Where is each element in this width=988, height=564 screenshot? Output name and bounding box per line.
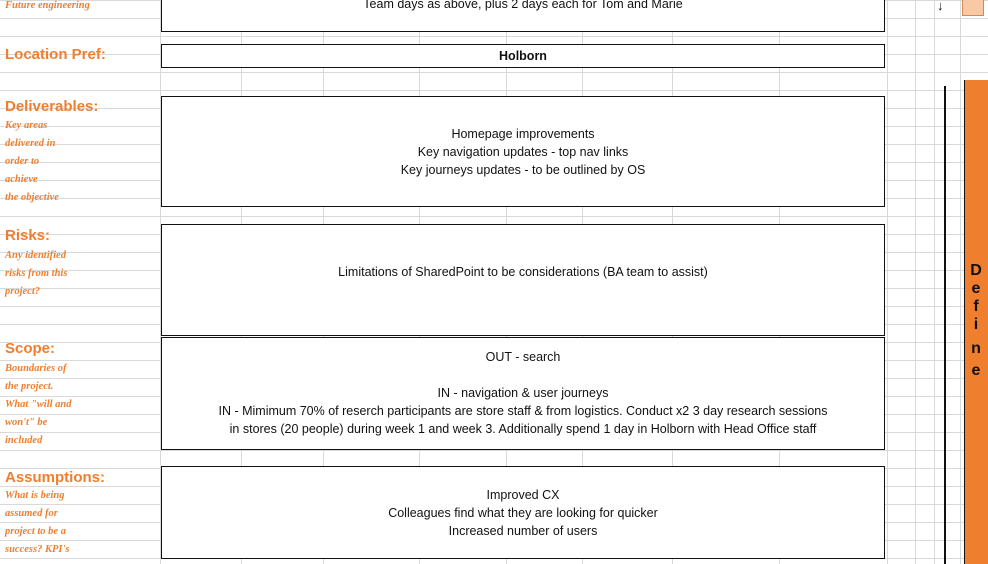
risks-line: Limitations of SharedPoint to be considerations (BA team to assist) [338,264,708,279]
phase-letter: e [971,362,981,379]
scope-hint-5: included [5,435,43,446]
assumptions-hint-4: success? KPI's [5,544,70,555]
spacer-row [161,318,885,336]
deliverables-cell[interactable] [161,96,885,207]
future-engineering-label: Future engineering [5,0,90,11]
location-pref-label: Location Pref: [5,46,106,63]
team-days-cell[interactable] [161,0,885,32]
assumptions-hint-3: project to be a [5,526,66,537]
assumptions-line: Improved CX [486,487,560,502]
phase-bracket-line [944,86,946,564]
location-value-cell[interactable] [161,44,885,68]
assumptions-hint-2: assumed for [5,508,58,519]
scope-hint-1: Boundaries of [5,363,67,374]
deliverables-label: Deliverables: [5,98,99,115]
phase-letter: f [973,298,979,315]
assumptions-line: Colleagues find what they are looking for quicker [388,505,658,520]
phase-letter: n [971,340,981,357]
deliverables-line: Key journeys updates - to be outlined by OS [400,162,646,177]
scope-line: IN - navigation & user journeys [437,386,609,400]
scope-hint-4: won't" be [5,417,48,428]
risks-hint-2: risks from this [5,268,68,279]
scope-hint-2: the project. [5,381,54,392]
scope-label: Scope: [5,340,56,357]
scope-cell[interactable] [161,337,885,450]
scope-hint-3: What "will and [5,399,72,410]
risks-label: Risks: [5,227,51,244]
risks-hint-1: Any identified [5,250,66,261]
assumptions-hint-1: What is being [5,490,65,501]
assumptions-line: Increased number of users [448,523,598,538]
location-value: Holborn [499,49,547,63]
phase-letter: D [970,262,982,279]
deliverables-hint-3: order to [5,156,40,167]
phase-letter: i [973,316,979,333]
deliverables-line: Homepage improvements [451,126,595,141]
deliverables-hint-5: the objective [5,192,59,203]
deliverables-hint-1: Key areas [5,120,48,131]
scope-line: IN - Mimimum 70% of reserch participants are store staff & from logistics. Conduct x2 3 day research sessions [218,404,828,418]
deliverables-line: Key navigation updates - top nav links [417,144,629,159]
risks-hint-3: project? [5,286,40,297]
team-days-text: Team days as above, plus 2 days each for Tom and Marie [363,0,683,11]
orange-cell [962,0,984,16]
deliverables-hint-4: achieve [5,174,38,185]
risks-cell[interactable] [161,224,885,319]
assumptions-label: Assumptions: [5,469,106,486]
scope-line: in stores (20 people) during week 1 and week 3. Additionally spend 1 day in Holborn with Head Office staff [229,422,817,436]
phase-letter: e [971,280,981,297]
scope-line: OUT - search [485,350,561,364]
down-arrow-icon: ↓ [937,0,944,13]
deliverables-hint-2: delivered in [5,138,56,149]
assumptions-cell[interactable] [161,466,885,559]
